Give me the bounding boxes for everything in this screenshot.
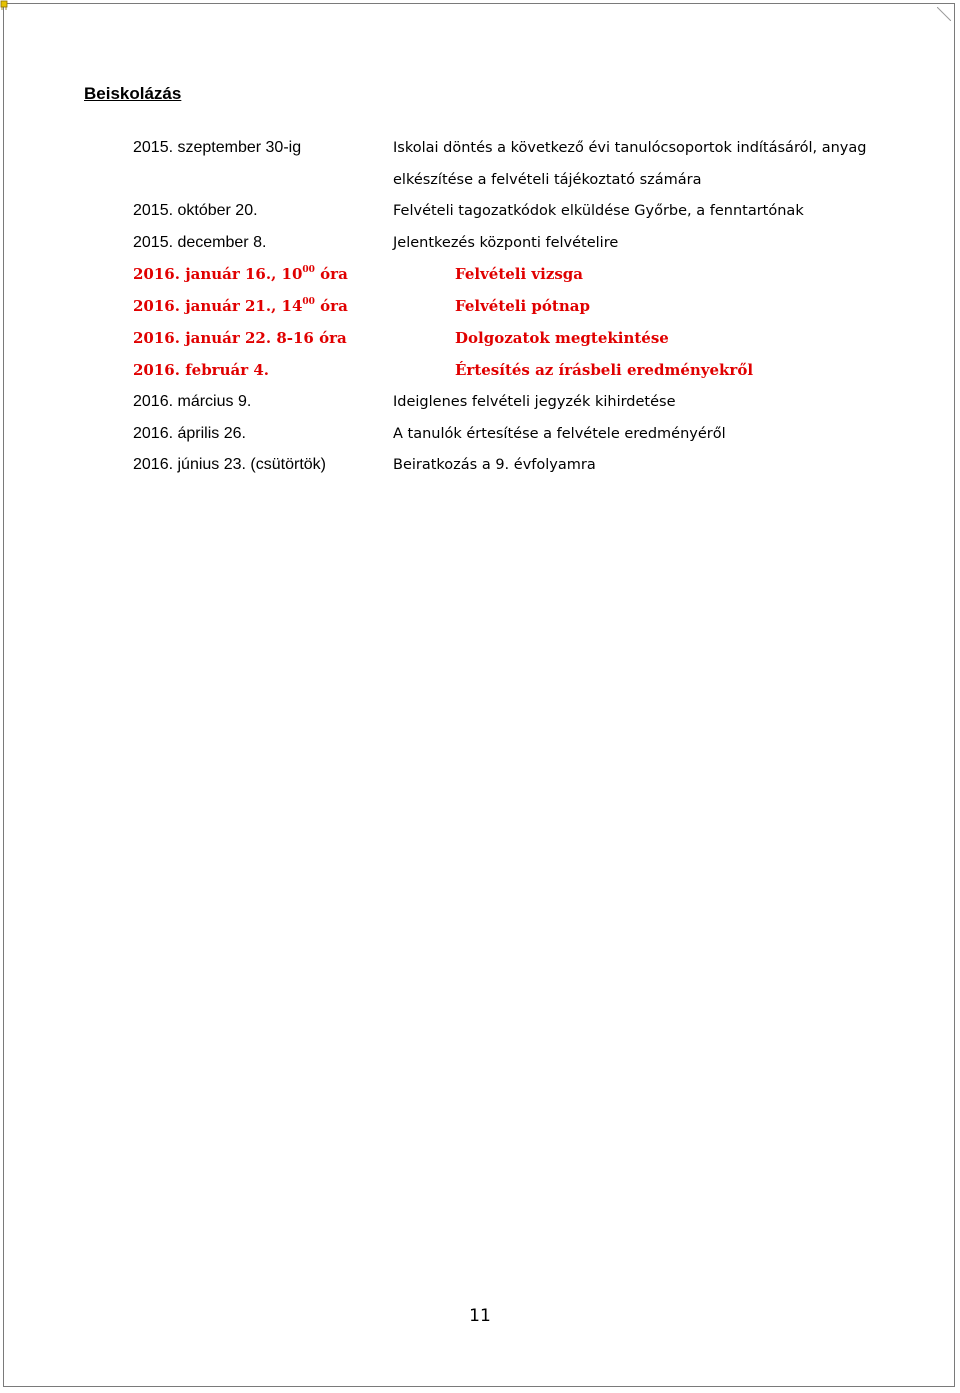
schedule-date: 2016. június 23. (csütörtök) [133, 456, 326, 473]
page-fold-icon [937, 7, 951, 21]
schedule-row [0, 231, 960, 255]
schedule-event: A tanulók értesítése a felvétele eredményéről [393, 426, 726, 442]
schedule-date: 2016. január 16., $10^{00}$ óra [133, 265, 348, 283]
schedule-date: 2016. február 4. [133, 361, 269, 379]
schedule-row-highlight [0, 358, 960, 382]
schedule-event: Ideiglenes felvételi jegyzék kihirdetése [393, 394, 676, 410]
schedule-row-highlight [0, 326, 960, 350]
schedule-row [0, 453, 960, 477]
schedule-event: Felvételi pótnap [455, 297, 590, 315]
schedule-date: 2015. december 8. [133, 234, 267, 251]
schedule-date: 2016. április 26. [133, 425, 246, 442]
schedule-event: Iskolai döntés a következő évi tanulócsoportok indításáról, anyag [393, 140, 867, 156]
schedule-row [0, 422, 960, 446]
page-title: Beiskolázás [84, 84, 182, 103]
schedule-row [0, 136, 960, 160]
schedule-row [0, 168, 960, 192]
schedule-event: elkészítése a felvételi tájékoztató számára [393, 172, 702, 188]
schedule-event: Értesítés az írásbeli eredményekről [455, 361, 754, 379]
schedule-date: 2016. január 21., $14^{00}$ óra [133, 297, 348, 315]
schedule-event: Felvételi tagozatkódok elküldése Győrbe, a fenntartónak [393, 203, 804, 219]
schedule-date: 2015. október 20. [133, 202, 258, 219]
schedule-event: Dolgozatok megtekintése [455, 329, 669, 347]
page-number: 11 [469, 1306, 491, 1326]
schedule-event: Felvételi vizsga [455, 265, 584, 283]
schedule-event: Beiratkozás a 9. évfolyamra [393, 457, 596, 473]
schedule-date: 2016. március 9. [133, 393, 252, 410]
schedule-row [0, 199, 960, 223]
schedule-row [0, 390, 960, 414]
schedule-row-highlight [0, 262, 960, 286]
schedule-row-highlight [0, 294, 960, 318]
anchor-icon [0, 0, 8, 10]
schedule-date: 2015. szeptember 30-ig [133, 139, 302, 156]
schedule-event: Jelentkezés központi felvételire [393, 235, 619, 251]
schedule-date: 2016. január 22. 8-16 óra [133, 329, 347, 347]
